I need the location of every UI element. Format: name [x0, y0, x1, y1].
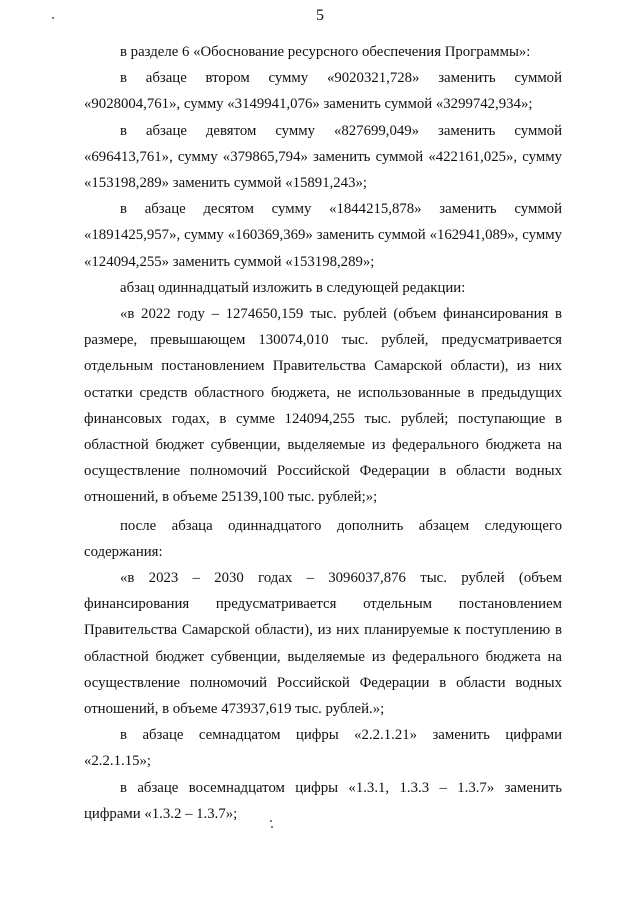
paragraph-abzac-17: в абзаце семнадцатом цифры «2.2.1.21» заменить цифрами «2.2.1.15»;: [84, 727, 562, 770]
paragraph-add-abzac-intro: после абзаца одиннадцатого дополнить абзацем следующего содержания:: [84, 517, 562, 560]
paragraph-abzac-2: в абзаце втором сумму «9020321,728» заменить суммой «9028004,761», сумму «3149941,076» заменить суммой «3299742,934»;: [84, 70, 562, 113]
paragraph-abzac-10: в абзаце десятом сумму «1844215,878» заменить суммой «1891425,957», сумму «160369,369» заменить суммой «162941,089», сумму «124094,255» заменить суммой «153198,289»;: [84, 201, 562, 270]
scan-speck: [52, 17, 54, 19]
paragraph-abzac-11-text: «в 2022 году – 1274650,159 тыс. рублей (объем финансирования в размере, превышающем 130074,010 тыс. рублей, предусматривается отдельным постановлением Правительства Самарской области), из них остатки средств областного бюджета, не использованные в предыдущих финансовых годах, в сумме 124094,255 тыс. рублей; поступающие в областной бюджет субвенции, выделяемые из федерального бюджета на осуществление полномочий Российской Федерации в области водных отношений, в объеме 25139,100 тыс. рублей;»;: [84, 306, 562, 506]
paragraph-abzac-18: в абзаце восемнадцатом цифры «1.3.1, 1.3.3 – 1.3.7» заменить цифрами «1.3.2 – 1.3.7»;: [84, 779, 562, 822]
page-number: 5: [316, 7, 324, 24]
document-body: [84, 39, 562, 827]
paragraph-section-6-heading: в разделе 6 «Обоснование ресурсного обеспечения Программы»:: [120, 44, 531, 60]
scan-speck: [270, 820, 272, 822]
paragraph-abzac-9: в абзаце девятом сумму «827699,049» заменить суммой «696413,761», сумму «379865,794» заменить суммой «422161,025», сумму «153198,289» заменить суммой «15891,243»;: [84, 122, 562, 192]
scan-speck: [271, 826, 273, 828]
paragraph-add-abzac-text: «в 2023 – 2030 годах – 3096037,876 тыс. рублей (объем финансирования предусматривается отдельным постановлением Правительства Самарской области), из них планируемые к поступлению в областной бюджет субвенции, выделяемые из федерального бюджета на осуществление полномочий Российской Федерации в области водных отношений, в объеме 473937,619 тыс. рублей.»;: [84, 570, 562, 718]
paragraph-abzac-11-intro: абзац одиннадцатый изложить в следующей редакции:: [120, 279, 466, 296]
